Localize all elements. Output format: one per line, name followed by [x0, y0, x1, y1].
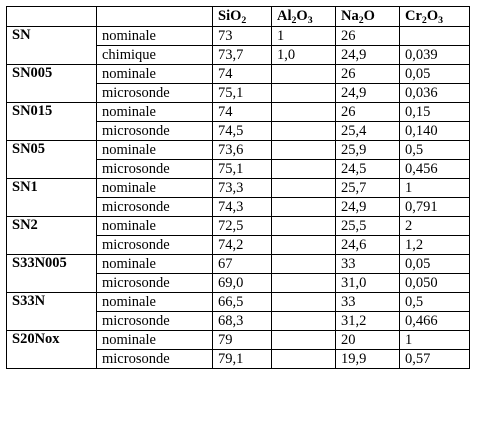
sio2-cell: 74	[213, 103, 272, 122]
sample-name: S33N005	[7, 255, 97, 293]
sio2-cell: 72,5	[213, 217, 272, 236]
al2o3-cell: 1,0	[272, 46, 336, 65]
sio2-cell: 74	[213, 65, 272, 84]
header-al2o3: $Al_2O_3$	[272, 7, 336, 27]
na2o-cell: 31,0	[336, 274, 400, 293]
cr2o3-cell: 0,036	[400, 84, 470, 103]
al2o3-cell	[272, 217, 336, 236]
method-cell: microsonde	[97, 236, 213, 255]
sample-name: SN1	[7, 179, 97, 217]
header-na2o: $Na_2O$	[336, 7, 400, 27]
cr2o3-cell: 1	[400, 179, 470, 198]
na2o-cell: 33	[336, 293, 400, 312]
sample-name: SN	[7, 27, 97, 65]
al2o3-cell	[272, 160, 336, 179]
method-cell: nominale	[97, 65, 213, 84]
cr2o3-cell: 0,57	[400, 350, 470, 369]
al2o3-cell	[272, 84, 336, 103]
sio2-cell: 73,7	[213, 46, 272, 65]
cr2o3-cell: 2	[400, 217, 470, 236]
sample-name: SN005	[7, 65, 97, 103]
method-cell: chimique	[97, 46, 213, 65]
sio2-cell: 79,1	[213, 350, 272, 369]
table-row	[7, 217, 470, 236]
method-cell: microsonde	[97, 122, 213, 141]
header-row	[7, 7, 470, 27]
method-cell: nominale	[97, 27, 213, 46]
table-row	[7, 141, 470, 160]
sio2-cell: 68,3	[213, 312, 272, 331]
table-row	[7, 293, 470, 312]
al2o3-cell	[272, 103, 336, 122]
table-row	[7, 255, 470, 274]
method-cell: nominale	[97, 103, 213, 122]
na2o-cell: 24,5	[336, 160, 400, 179]
cr2o3-cell: 0,5	[400, 141, 470, 160]
cr2o3-cell: 1	[400, 331, 470, 350]
cr2o3-cell: 0,05	[400, 255, 470, 274]
al2o3-cell	[272, 293, 336, 312]
al2o3-cell	[272, 350, 336, 369]
al2o3-cell	[272, 312, 336, 331]
cr2o3-cell: 0,5	[400, 293, 470, 312]
al2o3-cell	[272, 274, 336, 293]
na2o-cell: 25,9	[336, 141, 400, 160]
na2o-cell: 26	[336, 103, 400, 122]
method-cell: microsonde	[97, 198, 213, 217]
na2o-cell: 31,2	[336, 312, 400, 331]
sample-name: S33N	[7, 293, 97, 331]
na2o-cell: 33	[336, 255, 400, 274]
sio2-cell: 69,0	[213, 274, 272, 293]
na2o-cell: 25,7	[336, 179, 400, 198]
na2o-cell: 24,9	[336, 84, 400, 103]
sio2-cell: 73	[213, 27, 272, 46]
al2o3-cell	[272, 141, 336, 160]
header-empty-cell	[7, 7, 97, 27]
method-cell: nominale	[97, 141, 213, 160]
sio2-cell: 73,3	[213, 179, 272, 198]
sample-name: SN2	[7, 217, 97, 255]
al2o3-cell	[272, 331, 336, 350]
table-row	[7, 179, 470, 198]
cr2o3-cell: 0,456	[400, 160, 470, 179]
na2o-cell: 25,4	[336, 122, 400, 141]
cr2o3-cell: 0,050	[400, 274, 470, 293]
sample-name: S20Nox	[7, 331, 97, 369]
method-cell: nominale	[97, 179, 213, 198]
cr2o3-cell: 0,15	[400, 103, 470, 122]
sio2-cell: 74,3	[213, 198, 272, 217]
header-cr2o3: $Cr_2O_3$	[400, 7, 470, 27]
composition-table	[6, 6, 470, 369]
table-row	[7, 331, 470, 350]
cr2o3-cell: 0,05	[400, 65, 470, 84]
al2o3-cell	[272, 65, 336, 84]
sample-name: SN05	[7, 141, 97, 179]
na2o-cell: 24,6	[336, 236, 400, 255]
na2o-cell: 26	[336, 27, 400, 46]
method-cell: microsonde	[97, 160, 213, 179]
table-body	[7, 27, 470, 369]
method-cell: microsonde	[97, 312, 213, 331]
header-empty-cell	[97, 7, 213, 27]
cr2o3-cell: 0,039	[400, 46, 470, 65]
al2o3-cell	[272, 198, 336, 217]
method-cell: microsonde	[97, 350, 213, 369]
sio2-cell: 75,1	[213, 84, 272, 103]
sio2-cell: 75,1	[213, 160, 272, 179]
method-cell: microsonde	[97, 274, 213, 293]
cr2o3-cell: 0,140	[400, 122, 470, 141]
al2o3-cell	[272, 236, 336, 255]
header-sio2: SiO$_2$	[213, 7, 272, 27]
na2o-cell: 19,9	[336, 350, 400, 369]
na2o-cell: 25,5	[336, 217, 400, 236]
sample-name: SN015	[7, 103, 97, 141]
na2o-cell: 20	[336, 331, 400, 350]
na2o-cell: 24,9	[336, 46, 400, 65]
al2o3-cell: 1	[272, 27, 336, 46]
sio2-cell: 74,5	[213, 122, 272, 141]
na2o-cell: 24,9	[336, 198, 400, 217]
sio2-cell: 79	[213, 331, 272, 350]
table-row	[7, 27, 470, 46]
method-cell: nominale	[97, 255, 213, 274]
cr2o3-cell: 0,466	[400, 312, 470, 331]
sio2-cell: 66,5	[213, 293, 272, 312]
method-cell: microsonde	[97, 84, 213, 103]
sio2-cell: 73,6	[213, 141, 272, 160]
sio2-cell: 67	[213, 255, 272, 274]
al2o3-cell	[272, 122, 336, 141]
al2o3-cell	[272, 255, 336, 274]
table-row	[7, 65, 470, 84]
method-cell: nominale	[97, 331, 213, 350]
na2o-cell: 26	[336, 65, 400, 84]
table-row	[7, 103, 470, 122]
cr2o3-cell: 1,2	[400, 236, 470, 255]
sio2-cell: 74,2	[213, 236, 272, 255]
cr2o3-cell	[400, 27, 470, 46]
al2o3-cell	[272, 179, 336, 198]
method-cell: nominale	[97, 293, 213, 312]
cr2o3-cell: 0,791	[400, 198, 470, 217]
method-cell: nominale	[97, 217, 213, 236]
